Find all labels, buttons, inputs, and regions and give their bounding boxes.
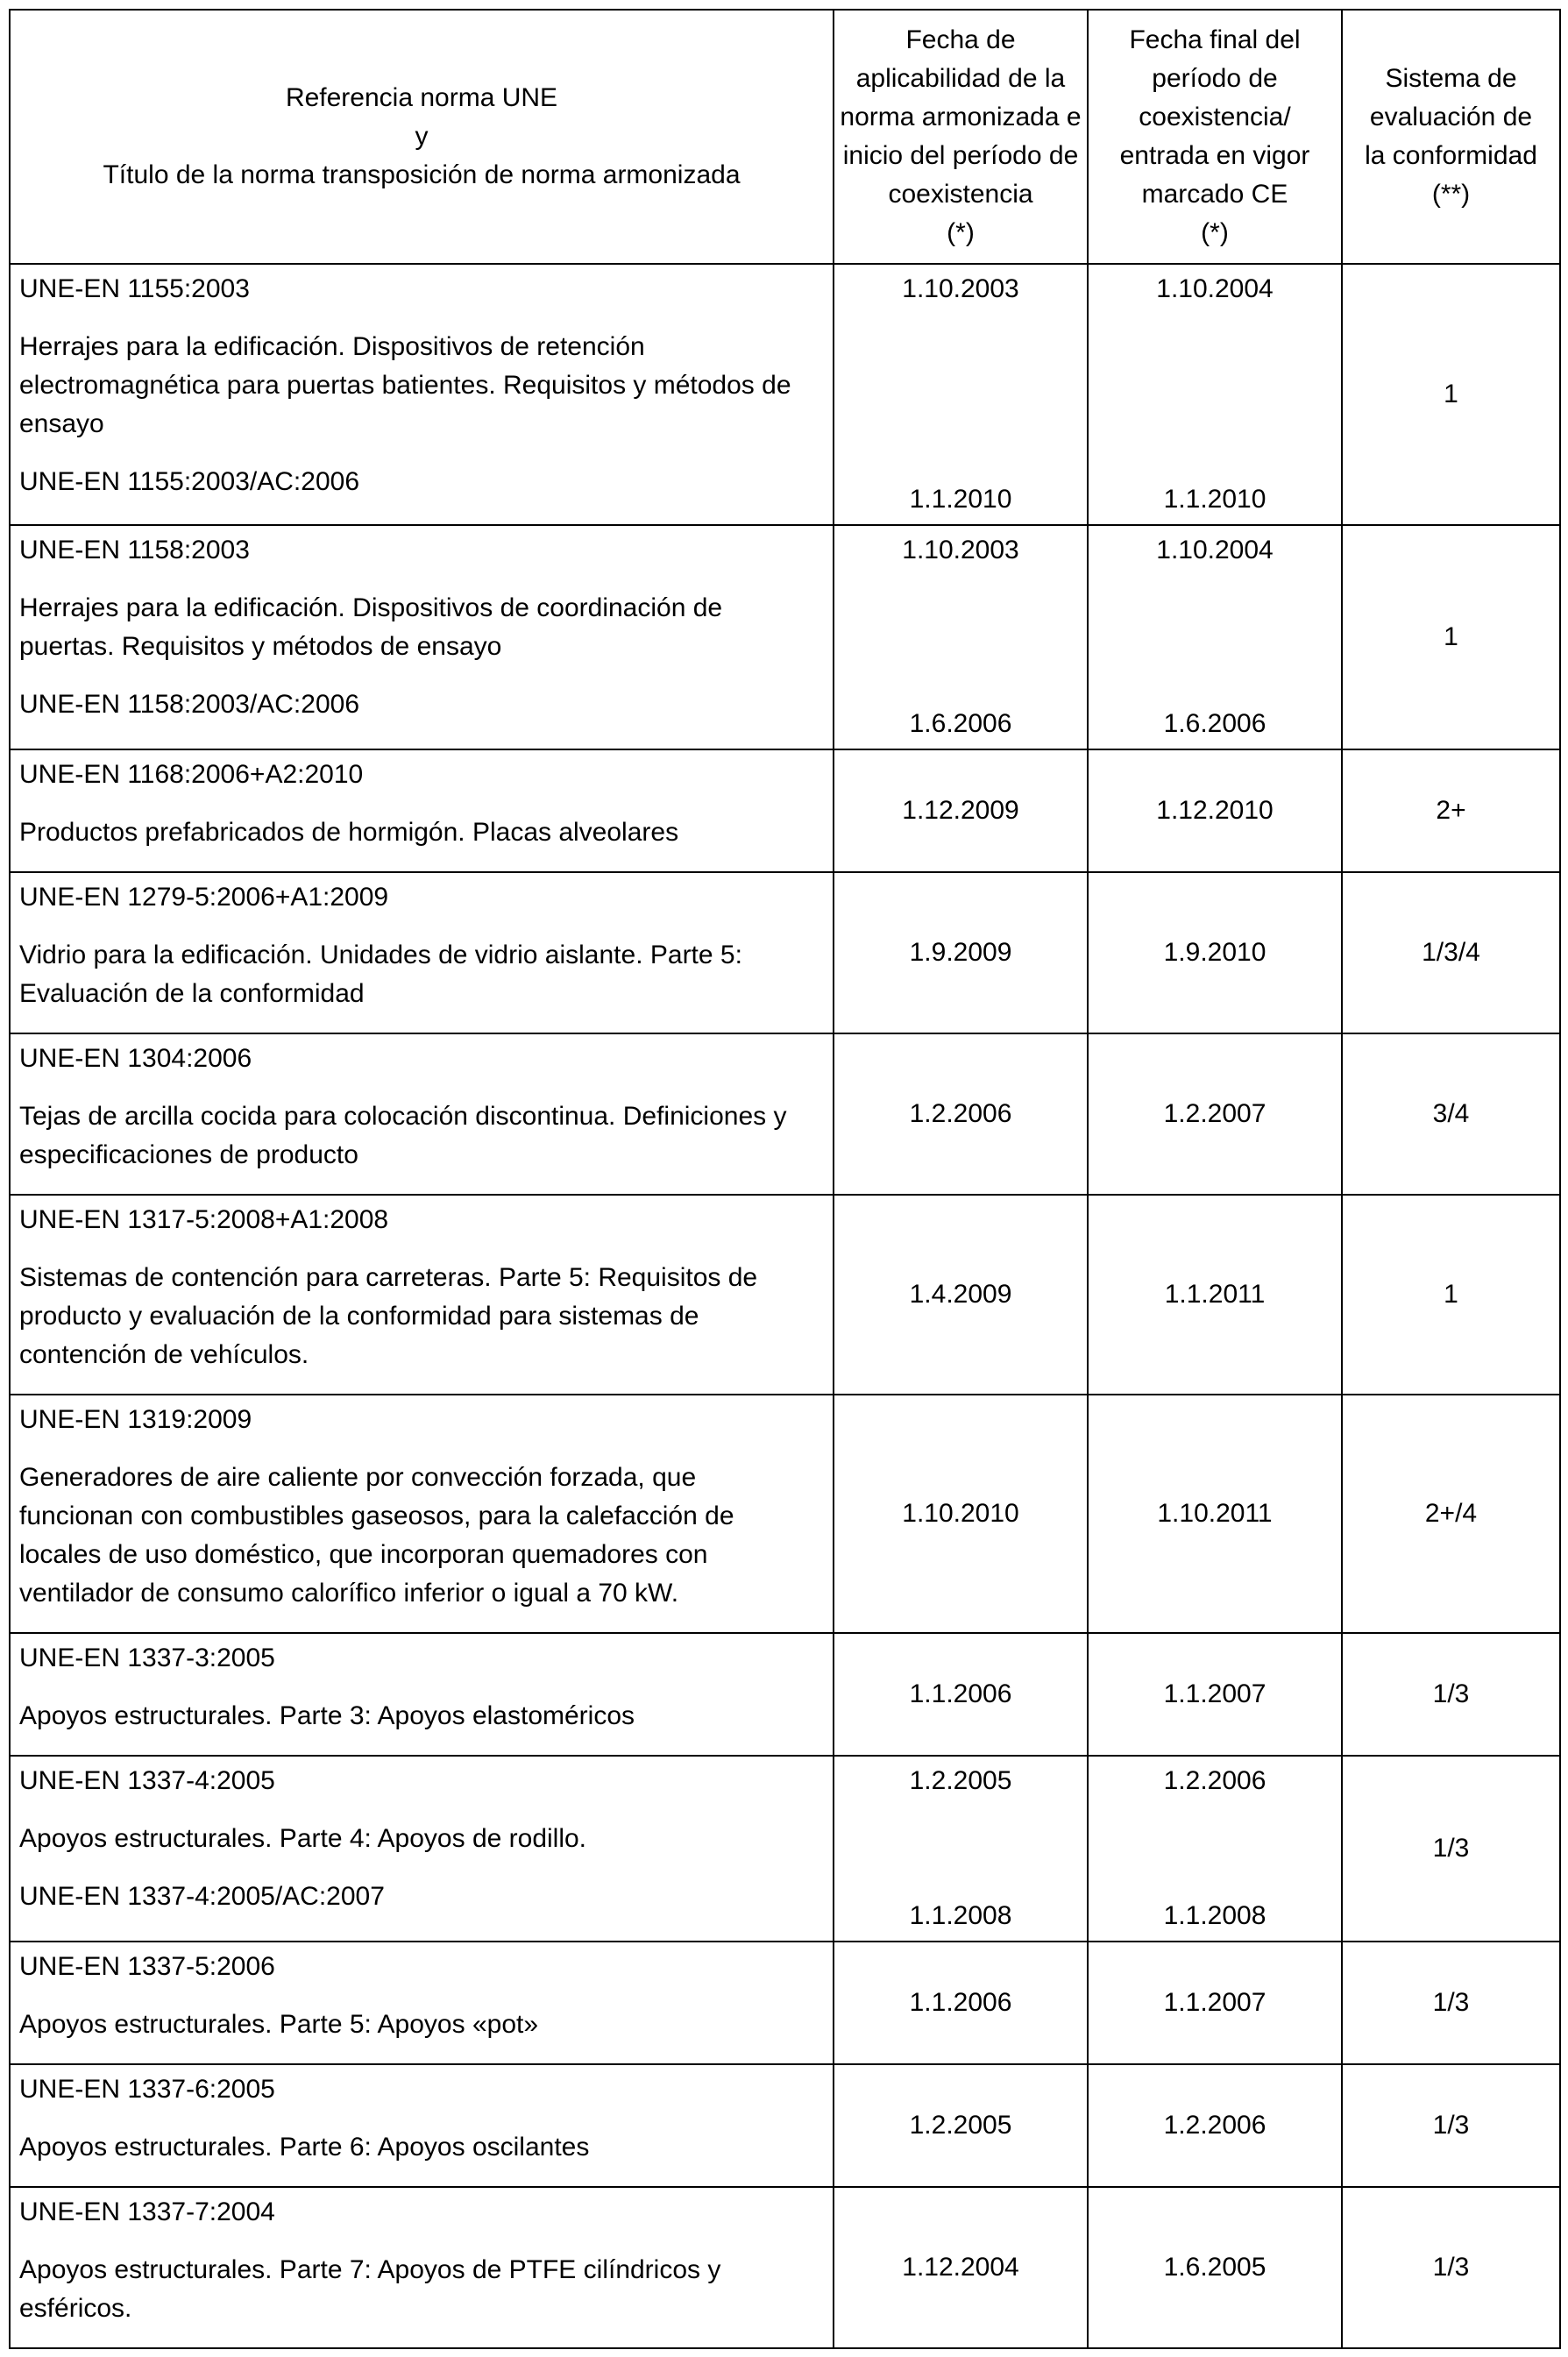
- standard-reference: UNE-EN 1319:2009: [19, 1405, 252, 1434]
- end-date: 1.1.2011: [1164, 1280, 1266, 1309]
- standard-reference: UNE-EN 1337-5:2006: [19, 1952, 275, 1981]
- start-date-cell: [834, 1942, 1088, 2064]
- start-date-cell: [834, 1033, 1088, 1195]
- reference-cell: [10, 1633, 834, 1756]
- end-date-cell: [1088, 1395, 1342, 1633]
- conformity-system-cell: [1342, 1033, 1560, 1195]
- end-date-cell: [1088, 1633, 1342, 1756]
- start-date: 1.10.2003: [902, 274, 1019, 303]
- table-row: [10, 525, 1560, 749]
- start-date-cell: [834, 749, 1088, 872]
- end-date: 1.2.2006: [1163, 2111, 1266, 2140]
- standard-reference: UNE-EN 1158:2003: [19, 536, 250, 564]
- end-date-cell: [1088, 1756, 1342, 1942]
- conformity-system: 2+: [1436, 796, 1466, 825]
- header-applicability-date: Fecha de aplicabilidad de la norma armonizada e inicio del período de coexistencia (*): [834, 10, 1088, 264]
- end-date-cell: [1088, 1942, 1342, 2064]
- standard-title: Apoyos estructurales. Parte 7: Apoyos de PTFE cilíndricos y esféricos.: [19, 2255, 721, 2323]
- amendment-start-date: 1.1.2008: [909, 1901, 1012, 1930]
- reference-cell: [10, 525, 834, 749]
- reference-cell: [10, 872, 834, 1033]
- standard-title: Apoyos estructurales. Parte 3: Apoyos elastoméricos: [19, 1701, 635, 1730]
- table-row: [10, 1195, 1560, 1395]
- end-date-cell: [1088, 2064, 1342, 2187]
- standard-title: Apoyos estructurales. Parte 4: Apoyos de rodillo.: [19, 1824, 587, 1853]
- header-reference: Referencia norma UNE y Título de la norma transposición de norma armonizada: [10, 10, 834, 264]
- end-date-cell: [1088, 525, 1342, 749]
- end-date: 1.10.2004: [1156, 536, 1274, 564]
- start-date-cell: [834, 1633, 1088, 1756]
- end-date: 1.9.2010: [1163, 938, 1266, 967]
- standard-title: Herrajes para la edificación. Dispositivos de coordinación de puertas. Requisitos y métodos de ensayo: [19, 593, 723, 661]
- standard-reference: UNE-EN 1337-7:2004: [19, 2197, 275, 2226]
- conformity-system-cell: [1342, 264, 1560, 525]
- end-date: 1.1.2007: [1163, 1988, 1266, 2017]
- amendment-end-date: 1.1.2010: [1163, 485, 1266, 514]
- table-row: [10, 872, 1560, 1033]
- conformity-system-cell: [1342, 1633, 1560, 1756]
- standard-reference: UNE-EN 1317-5:2008+A1:2008: [19, 1205, 389, 1234]
- start-date-cell: [834, 872, 1088, 1033]
- table-row: [10, 1633, 1560, 1756]
- end-date: 1.6.2005: [1163, 2253, 1266, 2282]
- conformity-system: 1: [1444, 622, 1458, 651]
- amendment-start-date: 1.6.2006: [909, 709, 1012, 738]
- standard-amendment: UNE-EN 1158:2003/AC:2006: [19, 690, 360, 719]
- end-date: 1.1.2007: [1163, 1679, 1266, 1708]
- harmonized-standards-table: [9, 9, 1561, 2349]
- conformity-system-cell: [1342, 1756, 1560, 1942]
- standard-title: Generadores de aire caliente por convección forzada, que funcionan con combustibles gaseosos, para la calefacción de locales de uso doméstico, que incorporan quemadores con ventilador de consumo calorífico inferior o igual a 70 kW.: [19, 1463, 734, 1608]
- start-date-cell: [834, 525, 1088, 749]
- start-date: 1.1.2006: [909, 1988, 1012, 2017]
- conformity-system-cell: [1342, 525, 1560, 749]
- start-date-cell: [834, 2187, 1088, 2348]
- start-date-cell: [834, 2064, 1088, 2187]
- table-row: [10, 749, 1560, 872]
- end-date: 1.2.2007: [1163, 1099, 1266, 1128]
- standard-reference: UNE-EN 1279-5:2006+A1:2009: [19, 883, 389, 912]
- conformity-system-cell: [1342, 872, 1560, 1033]
- standard-title: Apoyos estructurales. Parte 6: Apoyos oscilantes: [19, 2133, 590, 2162]
- standard-title: Herrajes para la edificación. Dispositivos de retención electromagnética para puertas batientes. Requisitos y métodos de ensayo: [19, 332, 791, 438]
- end-date-cell: [1088, 749, 1342, 872]
- conformity-system-cell: [1342, 1942, 1560, 2064]
- standard-title: Productos prefabricados de hormigón. Placas alveolares: [19, 818, 679, 847]
- conformity-system: 1/3: [1432, 2111, 1470, 2140]
- end-date-cell: [1088, 264, 1342, 525]
- start-date: 1.10.2003: [902, 536, 1019, 564]
- end-date: 1.10.2004: [1156, 274, 1274, 303]
- conformity-system: 1: [1444, 380, 1458, 408]
- conformity-system-cell: [1342, 749, 1560, 872]
- end-date: 1.12.2010: [1156, 796, 1274, 825]
- conformity-system: 3/4: [1432, 1099, 1470, 1128]
- standard-title: Vidrio para la edificación. Unidades de vidrio aislante. Parte 5: Evaluación de la conformidad: [19, 941, 742, 1008]
- conformity-system: 2+/4: [1424, 1499, 1478, 1528]
- amendment-start-date: 1.1.2010: [909, 485, 1012, 514]
- reference-cell: [10, 1033, 834, 1195]
- start-date: 1.2.2006: [909, 1099, 1012, 1128]
- conformity-system-cell: [1342, 1195, 1560, 1395]
- end-date: 1.2.2006: [1163, 1766, 1266, 1795]
- start-date: 1.4.2009: [909, 1280, 1012, 1309]
- end-date-cell: [1088, 1033, 1342, 1195]
- table-header: [10, 10, 1560, 264]
- start-date: 1.1.2006: [909, 1679, 1012, 1708]
- conformity-system-cell: [1342, 2064, 1560, 2187]
- conformity-system: 1: [1444, 1280, 1458, 1309]
- start-date: 1.2.2005: [909, 2111, 1012, 2140]
- start-date: 1.10.2010: [902, 1499, 1019, 1528]
- reference-cell: [10, 2187, 834, 2348]
- standard-reference: UNE-EN 1168:2006+A2:2010: [19, 760, 364, 789]
- standard-reference: UNE-EN 1337-3:2005: [19, 1644, 275, 1672]
- start-date: 1.12.2009: [902, 796, 1019, 825]
- standard-reference: UNE-EN 1304:2006: [19, 1044, 252, 1073]
- reference-cell: [10, 1942, 834, 2064]
- conformity-system: 1/3: [1432, 1988, 1470, 2017]
- standard-amendment: UNE-EN 1155:2003/AC:2006: [19, 467, 360, 496]
- reference-cell: [10, 1756, 834, 1942]
- end-date: 1.10.2011: [1157, 1499, 1273, 1528]
- standard-reference: UNE-EN 1155:2003: [19, 274, 250, 303]
- table-row: [10, 1756, 1560, 1942]
- end-date-cell: [1088, 2187, 1342, 2348]
- start-date: 1.9.2009: [909, 938, 1012, 967]
- start-date-cell: [834, 1756, 1088, 1942]
- end-date-cell: [1088, 1195, 1342, 1395]
- amendment-end-date: 1.6.2006: [1163, 709, 1266, 738]
- table-body: [10, 264, 1560, 2348]
- conformity-system: 1/3: [1432, 2253, 1470, 2282]
- start-date: 1.12.2004: [902, 2253, 1019, 2282]
- header-conformity-system: Sistema de evaluación de la conformidad (**): [1342, 10, 1560, 264]
- start-date-cell: [834, 264, 1088, 525]
- start-date-cell: [834, 1195, 1088, 1395]
- standard-title: Tejas de arcilla cocida para colocación discontinua. Definiciones y especificaciones de producto: [19, 1102, 787, 1169]
- standard-reference: UNE-EN 1337-6:2005: [19, 2075, 275, 2104]
- header-end-date: Fecha final del período de coexistencia/ entrada en vigor marcado CE (*): [1088, 10, 1342, 264]
- amendment-end-date: 1.1.2008: [1163, 1901, 1266, 1930]
- table-row: [10, 264, 1560, 525]
- standard-reference: UNE-EN 1337-4:2005: [19, 1766, 275, 1795]
- standard-title: Apoyos estructurales. Parte 5: Apoyos «pot»: [19, 2010, 539, 2039]
- reference-cell: [10, 264, 834, 525]
- end-date-cell: [1088, 872, 1342, 1033]
- table-row: [10, 1942, 1560, 2064]
- table-row: [10, 1395, 1560, 1633]
- conformity-system: 1/3: [1432, 1679, 1470, 1708]
- reference-cell: [10, 1395, 834, 1633]
- table-row: [10, 2187, 1560, 2348]
- table-row: [10, 1033, 1560, 1195]
- standard-title: Sistemas de contención para carreteras. Parte 5: Requisitos de producto y evaluación de la conformidad para sistemas de contención de vehículos.: [19, 1263, 758, 1369]
- conformity-system-cell: [1342, 2187, 1560, 2348]
- standard-amendment: UNE-EN 1337-4:2005/AC:2007: [19, 1882, 385, 1911]
- conformity-system-cell: [1342, 1395, 1560, 1633]
- table-row: [10, 2064, 1560, 2187]
- start-date: 1.2.2005: [909, 1766, 1012, 1795]
- reference-cell: [10, 1195, 834, 1395]
- conformity-system: 1/3/4: [1422, 938, 1480, 967]
- reference-cell: [10, 2064, 834, 2187]
- conformity-system: 1/3: [1432, 1834, 1470, 1863]
- reference-cell: [10, 749, 834, 872]
- start-date-cell: [834, 1395, 1088, 1633]
